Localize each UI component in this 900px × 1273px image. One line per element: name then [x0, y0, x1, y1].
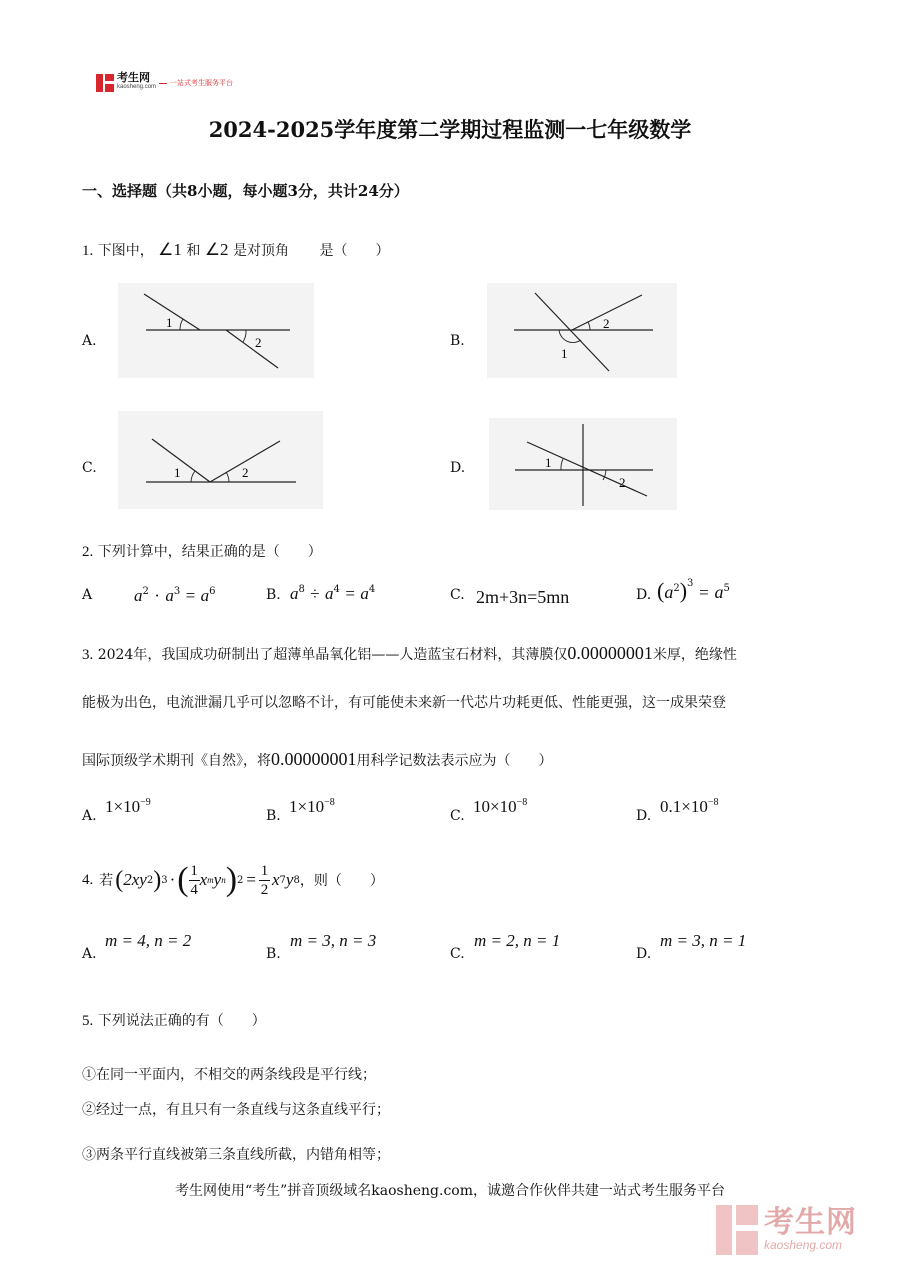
header-logo — [96, 72, 233, 94]
q3-option-b-label: B. — [266, 808, 281, 824]
q4-option-a-label: A. — [82, 946, 97, 962]
q1-option-a-figure — [118, 283, 314, 378]
q2-option-b-label: B. — [266, 587, 281, 603]
q2-option-d-label: D. — [636, 587, 652, 603]
question-3-line-3: 国际顶级学术期刊《自然》，将0.00000001用科学记数法表示应为（ ） — [82, 749, 553, 769]
angle-1-label: 1 — [545, 455, 552, 470]
tiny-value: 0.00000001 — [567, 643, 653, 663]
q1-option-b-label: B. — [450, 333, 465, 349]
question-number: 3. — [82, 647, 94, 663]
statement-2: ②经过一点，有且只有一条直线与这条直线平行； — [82, 1102, 390, 1118]
logo-divider — [159, 83, 167, 84]
footer-watermark — [716, 1205, 857, 1255]
q4-equation: ( 2xy 2 ) 3 · ( 1 4 x m y n ) 2 = 1 2 x 7 y 8 — [115, 861, 300, 898]
tiny-value: 0.00000001 — [271, 749, 357, 769]
question-2-stem: 2. 下列计算中，结果正确的是（ ） — [82, 544, 322, 560]
q4-option-b-label: B. — [266, 946, 281, 962]
angle-1-symbol: ∠1 — [158, 240, 182, 259]
q1-option-a-label: A. — [82, 333, 97, 349]
q4-option-c-expr: m = 2, n = 1 — [474, 931, 561, 950]
statement-3: ③两条平行直线被第三条直线所截，内错角相等； — [82, 1147, 390, 1163]
question-number: 2. — [82, 544, 94, 560]
q2-option-a-label: A — [82, 587, 93, 603]
question-3-line-2: 能极为出色，电流泄漏几乎可以忽略不计，有可能使未来新一代芯片功耗更低、性能更强，这一成果荣登 — [82, 695, 726, 711]
question-number: 1. — [82, 243, 94, 259]
q4-option-d-label: D. — [636, 946, 652, 962]
q4-option-c-label: C. — [450, 946, 465, 962]
angle-2-label: 2 — [242, 465, 249, 480]
q3-option-c-label: C. — [450, 808, 465, 824]
question-5-stem: 5. 下列说法正确的有（ ） — [82, 1013, 266, 1029]
q4-option-a-expr: m = 4, n = 2 — [105, 931, 192, 950]
q3-option-d-expr: $0.1\times 10^{-8}$ — [660, 797, 719, 816]
q1-option-c-label: C. — [82, 460, 97, 476]
angle-2-label: 2 — [619, 475, 626, 490]
q3-option-d-label: D. — [636, 808, 652, 824]
q3-option-b-expr: $1\times 10^{-8}$ — [289, 797, 335, 816]
page-title: 2024-2025学年度第二学期过程监测一七年级数学 — [208, 117, 692, 142]
question-3-line-1: 3. 2024年，我国成功研制出了超薄单晶氧化铝——人造蓝宝石材料，其薄膜仅0.00000001米厚，绝缘性 — [82, 643, 737, 663]
angle-2-label: 2 — [255, 335, 262, 350]
q2-option-c-expr: 2m+3n=5mn — [476, 587, 570, 607]
q2-option-c-label: C. — [450, 587, 465, 603]
section-heading: 一、选择题（共8小题，每小题3分，共计24分） — [82, 182, 409, 200]
q3-option-c-expr: $10\times 10^{-8}$ — [473, 797, 528, 816]
q2-option-d-expr: $(a^2)^3 = a^5$ — [657, 578, 730, 603]
angle-1-label: 1 — [166, 315, 173, 330]
logo-slogan: 一站式考生服务平台 — [170, 79, 234, 87]
logo-domain: kaosheng.com — [117, 84, 157, 90]
question-1-stem: 1. 下图中， ∠1 和 ∠2 是对顶角 是（ ） — [82, 240, 390, 259]
angle-1-label: 1 — [561, 346, 568, 361]
q1-option-c-figure — [118, 411, 323, 509]
q1-option-d-figure — [489, 418, 677, 510]
q4-option-d-expr: m = 3, n = 1 — [660, 931, 747, 950]
question-number: 5. — [82, 1013, 94, 1029]
q3-option-a-label: A. — [82, 808, 97, 824]
q4-option-b-expr: m = 3, n = 3 — [290, 931, 377, 950]
statement-1: ①在同一平面内，不相交的两条线段是平行线； — [82, 1067, 376, 1083]
kaosheng-logo-icon — [96, 74, 114, 92]
logo-name: 考生网 — [117, 72, 150, 84]
watermark-domain: kaosheng.com — [764, 1238, 843, 1252]
question-number: 4. — [82, 871, 94, 888]
q1-option-b-figure — [487, 283, 677, 378]
q2-option-a-expr: $a^2 \cdot a^3 = a^6$ — [134, 586, 216, 605]
watermark-name: 考生网 — [764, 1206, 857, 1239]
angle-2-label: 2 — [603, 316, 610, 331]
q2-option-b-expr: $a^8 \div a^4 = a^4$ — [290, 584, 376, 603]
angle-2-symbol: ∠2 — [204, 240, 229, 259]
q1-option-d-label: D. — [450, 460, 466, 476]
q3-option-a-expr: $1\times 10^{-9}$ — [105, 797, 151, 816]
angle-1-label: 1 — [174, 465, 181, 480]
question-4-stem: 4. 若 ( 2xy 2 ) 3 · ( 1 4 x m y n ) 2 = 1 2 x 7 y 8 ，则（ ） — [82, 861, 384, 898]
footer-text: 考生网使用“考生”拼音顶级域名kaosheng.com，诚邀合作伙伴共建一站式考生服务平台 — [174, 1183, 726, 1199]
kaosheng-watermark-icon — [716, 1205, 758, 1255]
